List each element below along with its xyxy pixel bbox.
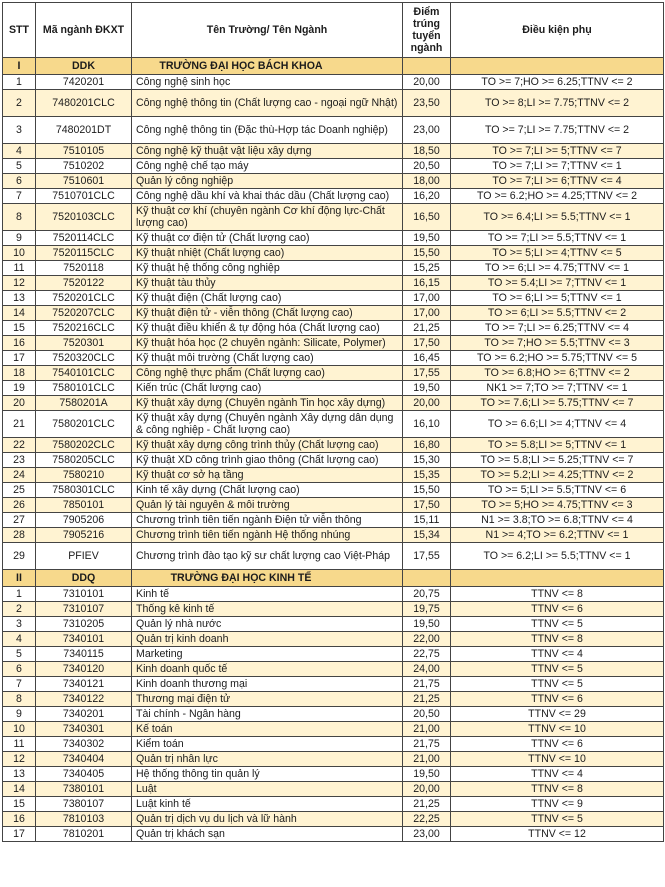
score-cell: 18,50 bbox=[403, 144, 451, 159]
stt-cell: 14 bbox=[3, 306, 36, 321]
major-code-cell: 7520320CLC bbox=[36, 351, 132, 366]
condition-cell: TTNV <= 8 bbox=[451, 632, 664, 647]
header-major-code: Mã ngành ĐKXT bbox=[36, 3, 132, 58]
table-row bbox=[3, 261, 664, 276]
condition-cell: TTNV <= 9 bbox=[451, 797, 664, 812]
score-cell: 15,25 bbox=[403, 261, 451, 276]
major-name-cell: Quản lý công nghiệp bbox=[132, 174, 403, 189]
score-cell: 24,00 bbox=[403, 662, 451, 677]
table-row bbox=[3, 366, 664, 381]
major-name-cell: Kinh doanh thương mại bbox=[132, 677, 403, 692]
condition-cell: TO >= 5.8;LI >= 5.25;TTNV <= 7 bbox=[451, 453, 664, 468]
stt-cell: 12 bbox=[3, 276, 36, 291]
score-cell: 16,10 bbox=[403, 411, 451, 438]
stt-cell: 21 bbox=[3, 411, 36, 438]
score-cell: 16,80 bbox=[403, 438, 451, 453]
condition-cell: TTNV <= 5 bbox=[451, 677, 664, 692]
table-row bbox=[3, 291, 664, 306]
stt-cell: 8 bbox=[3, 692, 36, 707]
condition-cell: TO >= 7;LI >= 6.25;TTNV <= 4 bbox=[451, 321, 664, 336]
condition-cell: TTNV <= 5 bbox=[451, 617, 664, 632]
stt-cell: 23 bbox=[3, 453, 36, 468]
table-row bbox=[3, 438, 664, 453]
score-cell: 16,20 bbox=[403, 189, 451, 204]
score-cell: 19,75 bbox=[403, 602, 451, 617]
score-cell: 17,55 bbox=[403, 366, 451, 381]
score-cell: 20,75 bbox=[403, 587, 451, 602]
major-code-cell: 7340302 bbox=[36, 737, 132, 752]
table-row bbox=[3, 513, 664, 528]
major-name-cell: Quản trị nhân lực bbox=[132, 752, 403, 767]
score-cell: 17,50 bbox=[403, 498, 451, 513]
section-stt-cell: II bbox=[3, 570, 36, 587]
major-name-cell: Quản trị dịch vụ du lịch và lữ hành bbox=[132, 812, 403, 827]
major-name-cell: Công nghệ thực phẩm (Chất lượng cao) bbox=[132, 366, 403, 381]
major-name-cell: Thống kê kinh tế bbox=[132, 602, 403, 617]
score-cell: 20,50 bbox=[403, 707, 451, 722]
table-row bbox=[3, 75, 664, 90]
stt-cell: 17 bbox=[3, 351, 36, 366]
stt-cell: 4 bbox=[3, 144, 36, 159]
condition-cell: TO >= 8;LI >= 7.75;TTNV <= 2 bbox=[451, 90, 664, 117]
table-row bbox=[3, 782, 664, 797]
stt-cell: 2 bbox=[3, 90, 36, 117]
major-name-cell: Kỹ thuật XD công trình giao thông (Chất lượng cao) bbox=[132, 453, 403, 468]
score-cell: 16,45 bbox=[403, 351, 451, 366]
stt-cell: 24 bbox=[3, 468, 36, 483]
major-code-cell: 7480201DT bbox=[36, 117, 132, 144]
major-name-cell: Kỹ thuật cơ điện tử (Chất lượng cao) bbox=[132, 231, 403, 246]
condition-cell: TO >= 5;LI >= 5.5;TTNV <= 6 bbox=[451, 483, 664, 498]
table-row bbox=[3, 90, 664, 117]
condition-cell: TO >= 6.6;LI >= 4;TTNV <= 4 bbox=[451, 411, 664, 438]
stt-cell: 13 bbox=[3, 767, 36, 782]
score-cell: 21,25 bbox=[403, 692, 451, 707]
stt-cell: 1 bbox=[3, 587, 36, 602]
stt-cell: 29 bbox=[3, 543, 36, 570]
score-cell: 22,00 bbox=[403, 632, 451, 647]
table-row bbox=[3, 189, 664, 204]
stt-cell: 10 bbox=[3, 722, 36, 737]
table-row bbox=[3, 411, 664, 438]
major-name-cell: Kỹ thuật xây dựng (Chuyên ngành Xây dựng dân dụng & công nghiệp - Chất lượng cao) bbox=[132, 411, 403, 438]
major-code-cell: 7340122 bbox=[36, 692, 132, 707]
major-code-cell: 7310107 bbox=[36, 602, 132, 617]
major-name-cell: Hệ thống thông tin quản lý bbox=[132, 767, 403, 782]
table-row bbox=[3, 396, 664, 411]
table-row bbox=[3, 617, 664, 632]
condition-cell: TO >= 6;LI >= 5;TTNV <= 1 bbox=[451, 291, 664, 306]
score-cell: 19,50 bbox=[403, 767, 451, 782]
major-name-cell: Kỹ thuật nhiệt (Chất lượng cao) bbox=[132, 246, 403, 261]
header-stt: STT bbox=[3, 3, 36, 58]
stt-cell: 8 bbox=[3, 204, 36, 231]
stt-cell: 20 bbox=[3, 396, 36, 411]
major-code-cell: 7905216 bbox=[36, 528, 132, 543]
score-cell: 21,75 bbox=[403, 737, 451, 752]
major-code-cell: 7340404 bbox=[36, 752, 132, 767]
condition-cell: TO >= 7;LI >= 5;TTNV <= 7 bbox=[451, 144, 664, 159]
major-name-cell: Kỹ thuật cơ sở hạ tầng bbox=[132, 468, 403, 483]
major-code-cell: 7520207CLC bbox=[36, 306, 132, 321]
table-row bbox=[3, 246, 664, 261]
major-code-cell: 7580210 bbox=[36, 468, 132, 483]
major-name-cell: Kiểm toán bbox=[132, 737, 403, 752]
major-name-cell: Marketing bbox=[132, 647, 403, 662]
stt-cell: 25 bbox=[3, 483, 36, 498]
admission-score-table bbox=[2, 2, 664, 842]
section-condition-cell bbox=[451, 58, 664, 75]
stt-cell: 12 bbox=[3, 752, 36, 767]
condition-cell: TTNV <= 6 bbox=[451, 692, 664, 707]
major-code-cell: 7580202CLC bbox=[36, 438, 132, 453]
major-code-cell: 7540101CLC bbox=[36, 366, 132, 381]
score-cell: 23,00 bbox=[403, 827, 451, 842]
major-name-cell: Chương trình tiên tiến ngành Điện tử viễn thông bbox=[132, 513, 403, 528]
stt-cell: 5 bbox=[3, 159, 36, 174]
condition-cell: TTNV <= 5 bbox=[451, 662, 664, 677]
condition-cell: TTNV <= 4 bbox=[451, 647, 664, 662]
major-code-cell: 7310101 bbox=[36, 587, 132, 602]
stt-cell: 3 bbox=[3, 617, 36, 632]
major-name-cell: Quản lý nhà nước bbox=[132, 617, 403, 632]
major-name-cell: Công nghệ thông tin (Chất lượng cao - ngoại ngữ Nhật) bbox=[132, 90, 403, 117]
condition-cell: TO >= 5.8;LI >= 5;TTNV <= 1 bbox=[451, 438, 664, 453]
condition-cell: TO >= 6.2;LI >= 5.5;TTNV <= 1 bbox=[451, 543, 664, 570]
score-cell: 21,25 bbox=[403, 797, 451, 812]
major-code-cell: 7520301 bbox=[36, 336, 132, 351]
major-name-cell: Kinh tế xây dựng (Chất lượng cao) bbox=[132, 483, 403, 498]
score-cell: 19,50 bbox=[403, 231, 451, 246]
table-row bbox=[3, 767, 664, 782]
major-name-cell: Kỹ thuật điều khiển & tự động hóa (Chất lượng cao) bbox=[132, 321, 403, 336]
condition-cell: TO >= 6.8;HO >= 6;TTNV <= 2 bbox=[451, 366, 664, 381]
table-row bbox=[3, 647, 664, 662]
stt-cell: 6 bbox=[3, 174, 36, 189]
score-cell: 22,25 bbox=[403, 812, 451, 827]
score-cell: 21,75 bbox=[403, 677, 451, 692]
score-cell: 21,00 bbox=[403, 722, 451, 737]
score-cell: 20,00 bbox=[403, 75, 451, 90]
stt-cell: 28 bbox=[3, 528, 36, 543]
stt-cell: 16 bbox=[3, 812, 36, 827]
major-code-cell: 7380101 bbox=[36, 782, 132, 797]
major-code-cell: 7310205 bbox=[36, 617, 132, 632]
condition-cell: TTNV <= 10 bbox=[451, 722, 664, 737]
score-cell: 16,50 bbox=[403, 204, 451, 231]
score-cell: 23,00 bbox=[403, 117, 451, 144]
stt-cell: 9 bbox=[3, 231, 36, 246]
major-code-cell: PFIEV bbox=[36, 543, 132, 570]
major-name-cell: Kinh tế bbox=[132, 587, 403, 602]
header-admission-score: Điểm trúng tuyển ngành bbox=[403, 3, 451, 58]
condition-cell: TO >= 6;LI >= 5.5;TTNV <= 2 bbox=[451, 306, 664, 321]
stt-cell: 15 bbox=[3, 321, 36, 336]
stt-cell: 13 bbox=[3, 291, 36, 306]
header-extra-condition: Điều kiện phụ bbox=[451, 3, 664, 58]
score-cell: 15,30 bbox=[403, 453, 451, 468]
table-row bbox=[3, 602, 664, 617]
condition-cell: TTNV <= 29 bbox=[451, 707, 664, 722]
stt-cell: 15 bbox=[3, 797, 36, 812]
table-row bbox=[3, 144, 664, 159]
table-row bbox=[3, 737, 664, 752]
stt-cell: 10 bbox=[3, 246, 36, 261]
stt-cell: 11 bbox=[3, 737, 36, 752]
table-row bbox=[3, 827, 664, 842]
score-cell: 21,00 bbox=[403, 752, 451, 767]
major-name-cell: Quản lý tài nguyên & môi trường bbox=[132, 498, 403, 513]
major-name-cell: Kiến trúc (Chất lượng cao) bbox=[132, 381, 403, 396]
section-condition-cell bbox=[451, 570, 664, 587]
table-header-row bbox=[3, 3, 664, 58]
table-row bbox=[3, 722, 664, 737]
major-code-cell: 7340201 bbox=[36, 707, 132, 722]
major-code-cell: 7810201 bbox=[36, 827, 132, 842]
major-code-cell: 7510701CLC bbox=[36, 189, 132, 204]
major-name-cell: Quản trị kinh doanh bbox=[132, 632, 403, 647]
table-body bbox=[3, 58, 664, 842]
major-code-cell: 7340121 bbox=[36, 677, 132, 692]
table-row bbox=[3, 174, 664, 189]
table-row bbox=[3, 336, 664, 351]
section-major-name-cell: TRƯỜNG ĐẠI HỌC KINH TẾ bbox=[132, 570, 403, 587]
table-row bbox=[3, 321, 664, 336]
major-code-cell: 7480201CLC bbox=[36, 90, 132, 117]
section-score-cell bbox=[403, 58, 451, 75]
table-row bbox=[3, 707, 664, 722]
condition-cell: TO >= 6;LI >= 4.75;TTNV <= 1 bbox=[451, 261, 664, 276]
major-code-cell: 7520122 bbox=[36, 276, 132, 291]
major-name-cell: Công nghệ dầu khí và khai thác dầu (Chất lượng cao) bbox=[132, 189, 403, 204]
stt-cell: 7 bbox=[3, 677, 36, 692]
table-row bbox=[3, 662, 664, 677]
major-name-cell: Chương trình tiên tiến ngành Hệ thống nhúng bbox=[132, 528, 403, 543]
score-cell: 17,55 bbox=[403, 543, 451, 570]
table-row bbox=[3, 453, 664, 468]
stt-cell: 2 bbox=[3, 602, 36, 617]
score-cell: 20,00 bbox=[403, 782, 451, 797]
stt-cell: 4 bbox=[3, 632, 36, 647]
major-name-cell: Kỹ thuật điện (Chất lượng cao) bbox=[132, 291, 403, 306]
table-row bbox=[3, 351, 664, 366]
stt-cell: 16 bbox=[3, 336, 36, 351]
condition-cell: TO >= 7.6;LI >= 5.75;TTNV <= 7 bbox=[451, 396, 664, 411]
table-row bbox=[3, 276, 664, 291]
score-cell: 15,34 bbox=[403, 528, 451, 543]
major-name-cell: Quản trị khách sạn bbox=[132, 827, 403, 842]
section-header-row bbox=[3, 58, 664, 75]
score-cell: 15,50 bbox=[403, 246, 451, 261]
condition-cell: NK1 >= 7;TO >= 7;TTNV <= 1 bbox=[451, 381, 664, 396]
table-row bbox=[3, 797, 664, 812]
major-code-cell: 7580201A bbox=[36, 396, 132, 411]
condition-cell: TO >= 7;LI >= 6;TTNV <= 4 bbox=[451, 174, 664, 189]
major-code-cell: 7340405 bbox=[36, 767, 132, 782]
condition-cell: TO >= 7;HO >= 6.25;TTNV <= 2 bbox=[451, 75, 664, 90]
major-name-cell: Kỹ thuật môi trường (Chất lượng cao) bbox=[132, 351, 403, 366]
table-row bbox=[3, 632, 664, 647]
major-code-cell: 7905206 bbox=[36, 513, 132, 528]
score-cell: 17,50 bbox=[403, 336, 451, 351]
major-name-cell: Luật kinh tế bbox=[132, 797, 403, 812]
major-code-cell: 7340115 bbox=[36, 647, 132, 662]
score-cell: 15,35 bbox=[403, 468, 451, 483]
table-row bbox=[3, 483, 664, 498]
stt-cell: 1 bbox=[3, 75, 36, 90]
major-code-cell: 7520115CLC bbox=[36, 246, 132, 261]
condition-cell: TTNV <= 8 bbox=[451, 782, 664, 797]
major-code-cell: 7810103 bbox=[36, 812, 132, 827]
major-name-cell: Kỹ thuật điện tử - viễn thông (Chất lượng cao) bbox=[132, 306, 403, 321]
section-major-code-cell: DDQ bbox=[36, 570, 132, 587]
stt-cell: 3 bbox=[3, 117, 36, 144]
condition-cell: TO >= 5.2;LI >= 4.25;TTNV <= 2 bbox=[451, 468, 664, 483]
score-cell: 18,00 bbox=[403, 174, 451, 189]
table-row bbox=[3, 677, 664, 692]
condition-cell: TO >= 6.2;HO >= 4.25;TTNV <= 2 bbox=[451, 189, 664, 204]
major-code-cell: 7580301CLC bbox=[36, 483, 132, 498]
score-cell: 20,00 bbox=[403, 396, 451, 411]
table-row bbox=[3, 468, 664, 483]
condition-cell: TO >= 7;LI >= 7;TTNV <= 1 bbox=[451, 159, 664, 174]
table-row bbox=[3, 692, 664, 707]
table-row bbox=[3, 159, 664, 174]
condition-cell: TO >= 6.2;HO >= 5.75;TTNV <= 5 bbox=[451, 351, 664, 366]
major-code-cell: 7510601 bbox=[36, 174, 132, 189]
score-cell: 22,75 bbox=[403, 647, 451, 662]
major-name-cell: Kỹ thuật hóa học (2 chuyên ngành: Silicate, Polymer) bbox=[132, 336, 403, 351]
condition-cell: TTNV <= 10 bbox=[451, 752, 664, 767]
major-code-cell: 7340301 bbox=[36, 722, 132, 737]
condition-cell: TO >= 5;HO >= 4.75;TTNV <= 3 bbox=[451, 498, 664, 513]
stt-cell: 18 bbox=[3, 366, 36, 381]
stt-cell: 5 bbox=[3, 647, 36, 662]
table-row bbox=[3, 752, 664, 767]
condition-cell: N1 >= 4;TO >= 6.2;TTNV <= 1 bbox=[451, 528, 664, 543]
major-code-cell: 7520114CLC bbox=[36, 231, 132, 246]
major-name-cell: Công nghệ kỹ thuật vật liệu xây dựng bbox=[132, 144, 403, 159]
table-row bbox=[3, 812, 664, 827]
score-cell: 19,50 bbox=[403, 617, 451, 632]
condition-cell: TO >= 7;LI >= 7.75;TTNV <= 2 bbox=[451, 117, 664, 144]
condition-cell: TTNV <= 6 bbox=[451, 737, 664, 752]
major-name-cell: Công nghệ chế tạo máy bbox=[132, 159, 403, 174]
condition-cell: TTNV <= 8 bbox=[451, 587, 664, 602]
major-name-cell: Công nghệ sinh học bbox=[132, 75, 403, 90]
section-major-code-cell: DDK bbox=[36, 58, 132, 75]
score-cell: 17,00 bbox=[403, 291, 451, 306]
major-name-cell: Kỹ thuật tàu thủy bbox=[132, 276, 403, 291]
condition-cell: TO >= 7;HO >= 5.5;TTNV <= 3 bbox=[451, 336, 664, 351]
major-name-cell: Kế toán bbox=[132, 722, 403, 737]
major-name-cell: Tài chính - Ngân hàng bbox=[132, 707, 403, 722]
major-code-cell: 7510105 bbox=[36, 144, 132, 159]
table-row bbox=[3, 117, 664, 144]
section-score-cell bbox=[403, 570, 451, 587]
score-cell: 16,15 bbox=[403, 276, 451, 291]
major-code-cell: 7580101CLC bbox=[36, 381, 132, 396]
condition-cell: TO >= 6.4;LI >= 5.5;TTNV <= 1 bbox=[451, 204, 664, 231]
condition-cell: TO >= 5;LI >= 4;TTNV <= 5 bbox=[451, 246, 664, 261]
major-code-cell: 7520118 bbox=[36, 261, 132, 276]
major-name-cell: Luật bbox=[132, 782, 403, 797]
score-cell: 21,25 bbox=[403, 321, 451, 336]
stt-cell: 22 bbox=[3, 438, 36, 453]
major-code-cell: 7520103CLC bbox=[36, 204, 132, 231]
stt-cell: 19 bbox=[3, 381, 36, 396]
condition-cell: TO >= 5.4;LI >= 7;TTNV <= 1 bbox=[451, 276, 664, 291]
table-row bbox=[3, 587, 664, 602]
section-header-row bbox=[3, 570, 664, 587]
score-cell: 19,50 bbox=[403, 381, 451, 396]
major-code-cell: 7380107 bbox=[36, 797, 132, 812]
major-code-cell: 7520201CLC bbox=[36, 291, 132, 306]
condition-cell: N1 >= 3.8;TO >= 6.8;TTNV <= 4 bbox=[451, 513, 664, 528]
major-code-cell: 7510202 bbox=[36, 159, 132, 174]
score-cell: 15,11 bbox=[403, 513, 451, 528]
major-code-cell: 7340101 bbox=[36, 632, 132, 647]
major-code-cell: 7340120 bbox=[36, 662, 132, 677]
stt-cell: 6 bbox=[3, 662, 36, 677]
score-cell: 17,00 bbox=[403, 306, 451, 321]
stt-cell: 7 bbox=[3, 189, 36, 204]
condition-cell: TTNV <= 4 bbox=[451, 767, 664, 782]
stt-cell: 26 bbox=[3, 498, 36, 513]
major-name-cell: Kỹ thuật xây dựng công trình thủy (Chất lượng cao) bbox=[132, 438, 403, 453]
stt-cell: 27 bbox=[3, 513, 36, 528]
major-code-cell: 7580205CLC bbox=[36, 453, 132, 468]
major-name-cell: Kỹ thuật xây dựng (Chuyên ngành Tin học xây dựng) bbox=[132, 396, 403, 411]
major-name-cell: Kỹ thuật hệ thống công nghiệp bbox=[132, 261, 403, 276]
stt-cell: 9 bbox=[3, 707, 36, 722]
header-school-major-name: Tên Trường/ Tên Ngành bbox=[132, 3, 403, 58]
table-row bbox=[3, 543, 664, 570]
section-stt-cell: I bbox=[3, 58, 36, 75]
stt-cell: 11 bbox=[3, 261, 36, 276]
table-row bbox=[3, 498, 664, 513]
stt-cell: 14 bbox=[3, 782, 36, 797]
score-cell: 20,50 bbox=[403, 159, 451, 174]
condition-cell: TTNV <= 6 bbox=[451, 602, 664, 617]
condition-cell: TTNV <= 12 bbox=[451, 827, 664, 842]
section-major-name-cell: TRƯỜNG ĐẠI HỌC BÁCH KHOA bbox=[132, 58, 403, 75]
score-cell: 15,50 bbox=[403, 483, 451, 498]
table-row bbox=[3, 306, 664, 321]
table-row bbox=[3, 528, 664, 543]
table-row bbox=[3, 231, 664, 246]
major-name-cell: Chương trình đào tạo kỹ sư chất lượng cao Việt-Pháp bbox=[132, 543, 403, 570]
major-code-cell: 7850101 bbox=[36, 498, 132, 513]
condition-cell: TTNV <= 5 bbox=[451, 812, 664, 827]
major-name-cell: Kỹ thuật cơ khí (chuyên ngành Cơ khí động lực-Chất lượng cao) bbox=[132, 204, 403, 231]
major-code-cell: 7580201CLC bbox=[36, 411, 132, 438]
stt-cell: 17 bbox=[3, 827, 36, 842]
major-name-cell: Kinh doanh quốc tế bbox=[132, 662, 403, 677]
major-name-cell: Thương mại điện tử bbox=[132, 692, 403, 707]
table-row bbox=[3, 381, 664, 396]
major-name-cell: Công nghệ thông tin (Đặc thù-Hợp tác Doanh nghiệp) bbox=[132, 117, 403, 144]
table-row bbox=[3, 204, 664, 231]
score-cell: 23,50 bbox=[403, 90, 451, 117]
major-code-cell: 7520216CLC bbox=[36, 321, 132, 336]
condition-cell: TO >= 7;LI >= 5.5;TTNV <= 1 bbox=[451, 231, 664, 246]
major-code-cell: 7420201 bbox=[36, 75, 132, 90]
